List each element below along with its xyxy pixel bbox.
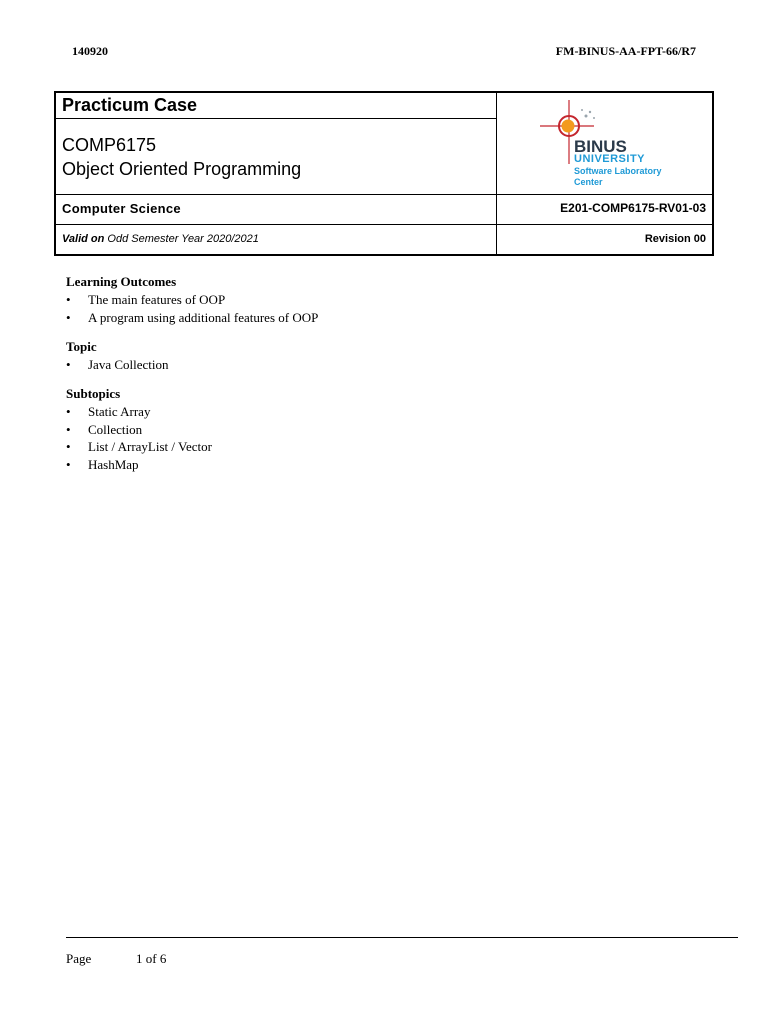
- logo-sparkle-2: [589, 111, 591, 113]
- bullet: •: [66, 310, 71, 325]
- bullet: •: [66, 292, 71, 307]
- row-separator-1: [56, 194, 712, 195]
- list-item-text: Static Array: [88, 404, 151, 419]
- course-code: COMP6175: [62, 135, 157, 155]
- title-separator: [56, 118, 496, 119]
- footer-divider: [66, 937, 738, 938]
- row-separator-2: [56, 224, 712, 225]
- subtopics-heading: Subtopics: [66, 386, 121, 401]
- learning-outcomes-heading: Learning Outcomes: [66, 274, 177, 289]
- list-item-text: The main features of OOP: [88, 292, 226, 307]
- practicum-title: Practicum Case: [62, 95, 198, 115]
- logo-subtitle-line2: Center: [574, 177, 603, 187]
- doc-number: 140920: [72, 44, 108, 58]
- bullet: •: [66, 439, 71, 454]
- course-name: Object Oriented Programming: [62, 159, 302, 179]
- department: Computer Science: [62, 201, 181, 216]
- valid-value: Odd Semester Year 2020/2021: [104, 233, 259, 245]
- logo-subtitle-line1: Software Laboratory: [574, 166, 662, 176]
- bullet: •: [66, 457, 71, 472]
- logo-binus-text: BINUS: [574, 137, 627, 156]
- bullet: •: [66, 422, 71, 437]
- bullet: •: [66, 357, 71, 372]
- list-item-text: A program using additional features of OOP: [88, 310, 319, 325]
- form-code: FM-BINUS-AA-FPT-66/R7: [555, 44, 696, 58]
- logo-sparkle-1: [585, 115, 588, 118]
- bullet: •: [66, 404, 71, 419]
- document-code: E201-COMP6175-RV01-03: [560, 201, 706, 215]
- logo-university-text: UNIVERSITY: [574, 153, 646, 165]
- list-item-text: List / ArrayList / Vector: [88, 439, 212, 454]
- page-number: 1 of 6: [136, 951, 167, 966]
- valid-label: Valid on: [62, 233, 105, 245]
- list-item-text: HashMap: [88, 457, 139, 472]
- logo-sparkle-3: [593, 117, 595, 119]
- list-item-text: Java Collection: [88, 357, 169, 372]
- topic-heading: Topic: [66, 339, 97, 354]
- revision: Revision 00: [644, 233, 706, 245]
- logo-orange-dot: [562, 120, 575, 133]
- page-label: Page: [66, 951, 92, 966]
- logo-sparkle-4: [581, 109, 583, 111]
- list-item-text: Collection: [88, 422, 143, 437]
- validity: [62, 233, 259, 245]
